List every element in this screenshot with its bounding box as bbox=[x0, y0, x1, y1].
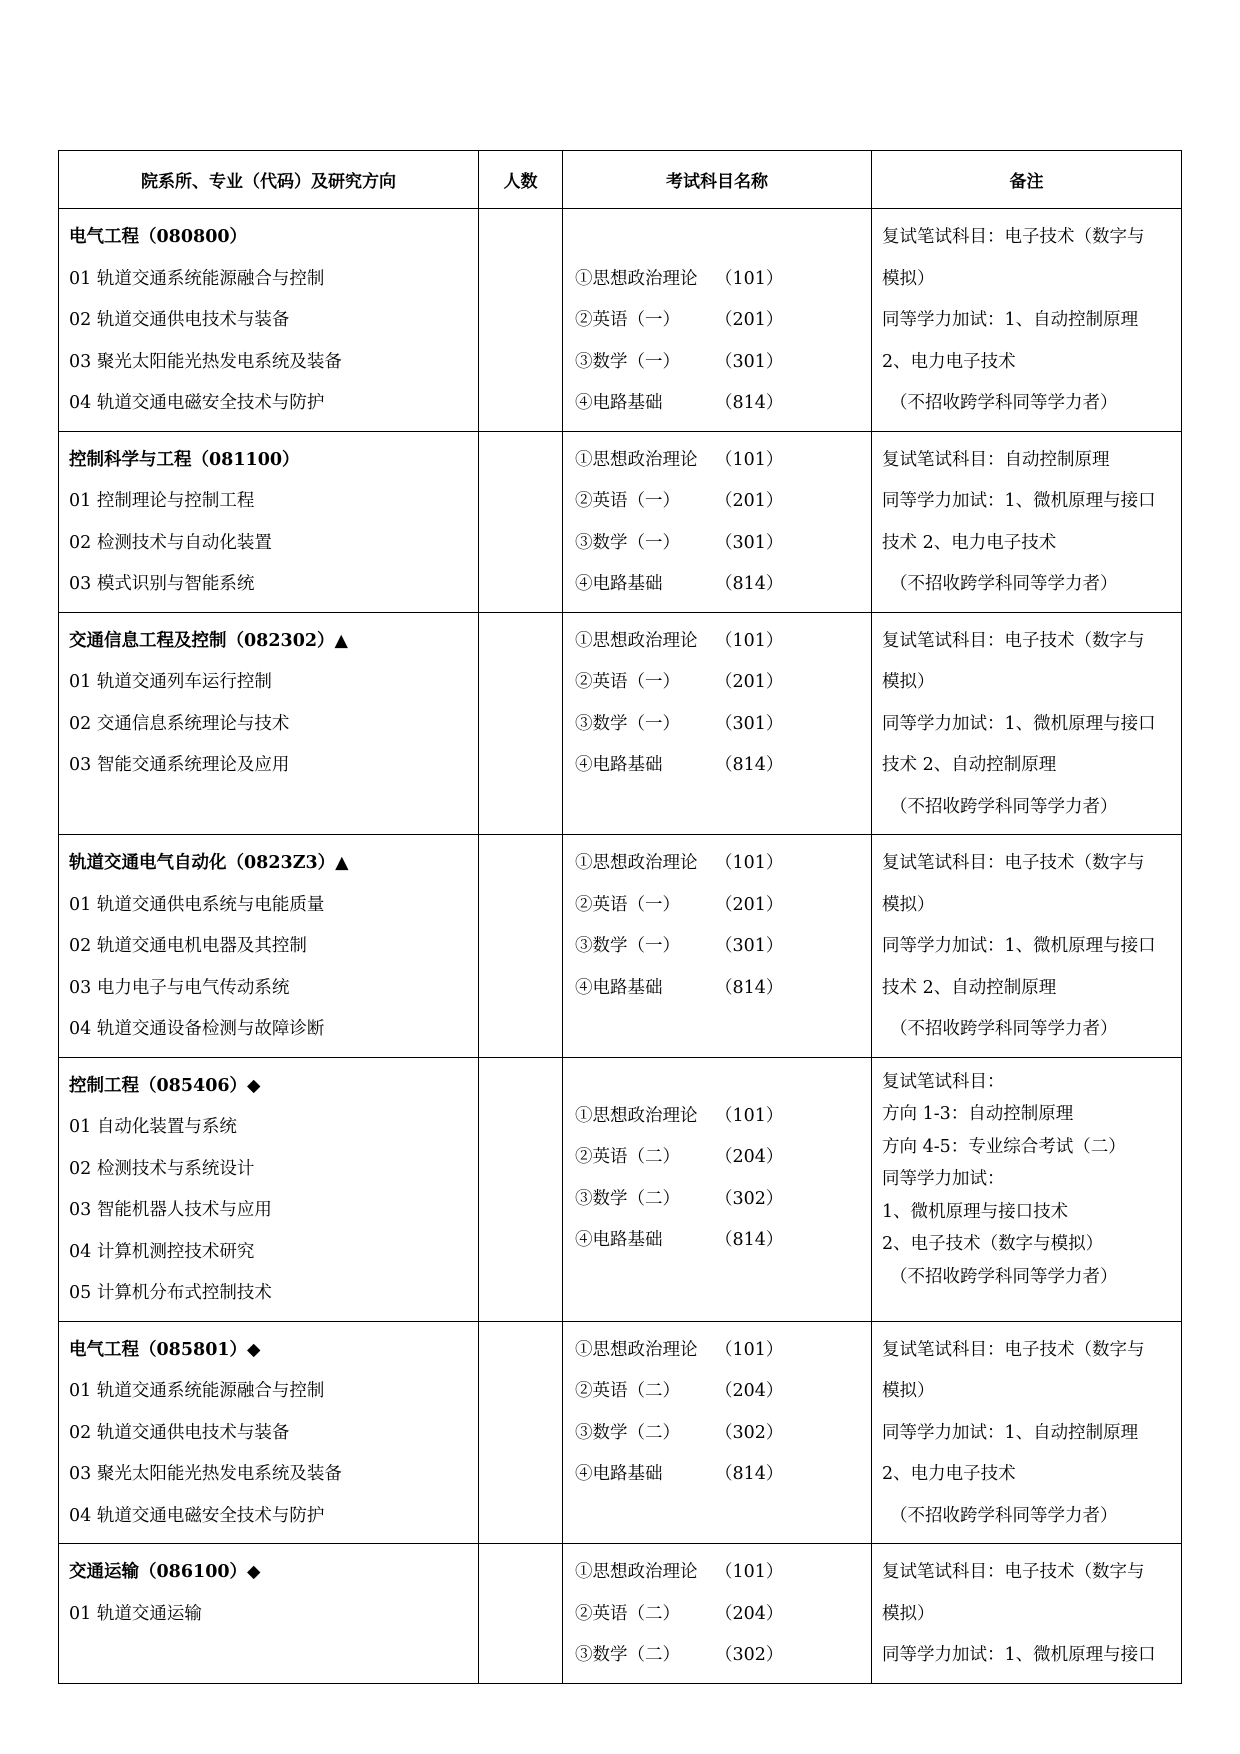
remark-cell bbox=[872, 1544, 1182, 1684]
exam-subject-code: （814） bbox=[715, 977, 784, 998]
research-direction: 02 检测技术与系统设计 bbox=[69, 1158, 255, 1179]
remark-cell bbox=[872, 209, 1182, 432]
exam-subject bbox=[575, 1413, 861, 1455]
exam-subject-name: ①思想政治理论 bbox=[575, 630, 698, 651]
research-direction: 02 轨道交通供电技术与装备 bbox=[69, 1422, 290, 1443]
exam-subject bbox=[575, 1220, 861, 1262]
remark-line: 模拟） bbox=[882, 268, 935, 289]
remark-line: 技术 2、电力电子技术 bbox=[882, 532, 1057, 553]
exam-subject bbox=[575, 481, 861, 523]
remark-cell bbox=[872, 612, 1182, 835]
exam-cell bbox=[563, 1321, 872, 1544]
header-remark: 备注 bbox=[872, 151, 1182, 209]
exam-subject-name: ④电路基础 bbox=[575, 755, 663, 775]
exam-subject-code: （301） bbox=[715, 351, 784, 372]
dept-cell bbox=[59, 835, 479, 1058]
major-title: 控制工程（085406）◆ bbox=[69, 1075, 261, 1096]
exam-subject bbox=[575, 342, 861, 384]
remark-line: 方向 1-3：自动控制原理 bbox=[882, 1104, 1074, 1124]
exam-subject-name: ①思想政治理论 bbox=[575, 449, 698, 470]
exam-subject-name: ②英语（一） bbox=[575, 491, 680, 511]
exam-subject-code: （101） bbox=[715, 449, 784, 470]
remark-line: 复试笔试科目：电子技术（数字与 bbox=[882, 853, 1145, 873]
remark-line: 技术 2、自动控制原理 bbox=[882, 755, 1057, 775]
major-title: 电气工程（080800） bbox=[69, 227, 248, 247]
exam-subject bbox=[575, 1371, 861, 1413]
remark-line: 复试笔试科目：电子技术（数字与 bbox=[882, 1339, 1145, 1360]
research-direction: 03 电力电子与电气传动系统 bbox=[69, 977, 290, 998]
remark-line: 模拟） bbox=[882, 672, 935, 692]
dept-cell bbox=[59, 1544, 479, 1684]
table-row bbox=[59, 835, 1182, 1058]
count-cell bbox=[479, 209, 563, 432]
exam-subject bbox=[575, 662, 861, 704]
exam-cell bbox=[563, 209, 872, 432]
dept-cell bbox=[59, 1057, 479, 1321]
exam-subject-code: （302） bbox=[715, 1645, 784, 1665]
research-direction: 01 轨道交通供电系统与电能质量 bbox=[69, 894, 325, 915]
remark-line: （不招收跨学科同等学力者） bbox=[890, 1266, 1118, 1287]
research-direction: 04 计算机测控技术研究 bbox=[69, 1241, 255, 1262]
exam-subject bbox=[575, 564, 861, 606]
admissions-table bbox=[58, 150, 1182, 1684]
exam-subject bbox=[575, 1594, 861, 1636]
dept-cell bbox=[59, 612, 479, 835]
remark-line: 同等学力加试：1、微机原理与接口 bbox=[882, 1645, 1156, 1665]
exam-subject-name: ③数学（一） bbox=[575, 936, 680, 956]
exam-cell bbox=[563, 431, 872, 612]
remark-line: 同等学力加试：1、自动控制原理 bbox=[882, 1422, 1139, 1443]
remark-line: 同等学力加试： bbox=[882, 1169, 1005, 1189]
exam-subject bbox=[575, 383, 861, 425]
dept-cell bbox=[59, 209, 479, 432]
exam-subject-code: （204） bbox=[715, 1603, 784, 1624]
exam-subject-code: （201） bbox=[715, 491, 784, 511]
remark-line: 同等学力加试：1、自动控制原理 bbox=[882, 310, 1139, 330]
remark-line: 技术 2、自动控制原理 bbox=[882, 977, 1057, 998]
count-cell bbox=[479, 431, 563, 612]
research-direction: 05 计算机分布式控制技术 bbox=[69, 1283, 272, 1303]
research-direction: 03 模式识别与智能系统 bbox=[69, 574, 255, 594]
exam-subject-code: （101） bbox=[715, 1562, 784, 1582]
exam-subject-code: （204） bbox=[715, 1147, 784, 1167]
exam-subject bbox=[575, 523, 861, 565]
dept-cell bbox=[59, 1321, 479, 1544]
exam-subject-code: （201） bbox=[715, 310, 784, 330]
exam-subject bbox=[575, 968, 861, 1010]
table-row bbox=[59, 612, 1182, 835]
exam-subject-name: ②英语（二） bbox=[575, 1381, 680, 1401]
exam-subject-code: （101） bbox=[715, 630, 784, 651]
exam-subject bbox=[575, 885, 861, 927]
exam-subject-code: （301） bbox=[715, 532, 784, 553]
exam-subject bbox=[575, 259, 861, 301]
exam-subject-name: ①思想政治理论 bbox=[575, 1562, 698, 1582]
research-direction: 01 轨道交通运输 bbox=[69, 1603, 202, 1624]
exam-subject bbox=[575, 621, 861, 663]
exam-subject-code: （301） bbox=[715, 713, 784, 734]
header-exam: 考试科目名称 bbox=[563, 151, 872, 209]
exam-subject bbox=[575, 1137, 861, 1179]
table-row bbox=[59, 1057, 1182, 1321]
remark-line: 复试笔试科目： bbox=[882, 1071, 1005, 1092]
remark-line: （不招收跨学科同等学力者） bbox=[890, 574, 1118, 594]
exam-subject bbox=[575, 1552, 861, 1594]
exam-subject bbox=[575, 745, 861, 787]
remark-line: 复试笔试科目：电子技术（数字与 bbox=[882, 630, 1145, 651]
remark-line: 2、电力电子技术 bbox=[882, 1464, 1016, 1484]
exam-subject bbox=[575, 300, 861, 342]
research-direction: 02 交通信息系统理论与技术 bbox=[69, 713, 290, 734]
exam-subject-code: （301） bbox=[715, 936, 784, 956]
research-direction: 02 轨道交通电机电器及其控制 bbox=[69, 936, 307, 956]
exam-subject-name: ④电路基础 bbox=[575, 1230, 663, 1250]
remark-cell bbox=[872, 1321, 1182, 1544]
remark-line: 复试笔试科目：电子技术（数字与 bbox=[882, 1562, 1145, 1582]
exam-subject-name: ①思想政治理论 bbox=[575, 1339, 698, 1360]
remark-line: 模拟） bbox=[882, 1603, 935, 1624]
major-title: 电气工程（085801）◆ bbox=[69, 1339, 261, 1360]
exam-subject-name: ④电路基础 bbox=[575, 1464, 663, 1484]
table-row bbox=[59, 431, 1182, 612]
exam-cell bbox=[563, 835, 872, 1058]
exam-subject bbox=[575, 1096, 861, 1138]
table-row bbox=[59, 1321, 1182, 1544]
exam-subject-name: ②英语（一） bbox=[575, 672, 680, 692]
research-direction: 03 智能交通系统理论及应用 bbox=[69, 755, 290, 775]
major-title: 交通信息工程及控制（082302）▲ bbox=[69, 630, 349, 651]
exam-subject-code: （101） bbox=[715, 268, 784, 289]
count-cell bbox=[479, 1321, 563, 1544]
remark-cell bbox=[872, 431, 1182, 612]
exam-subject-name: ①思想政治理论 bbox=[575, 1105, 698, 1126]
exam-subject-code: （201） bbox=[715, 672, 784, 692]
count-cell bbox=[479, 612, 563, 835]
research-direction: 04 轨道交通电磁安全技术与防护 bbox=[69, 393, 325, 413]
research-direction: 01 轨道交通列车运行控制 bbox=[69, 672, 272, 692]
remark-line: 1、微机原理与接口技术 bbox=[882, 1201, 1069, 1222]
count-cell bbox=[479, 1057, 563, 1321]
research-direction: 02 检测技术与自动化装置 bbox=[69, 532, 272, 553]
exam-subject bbox=[575, 926, 861, 968]
research-direction: 01 控制理论与控制工程 bbox=[69, 491, 255, 511]
remark-line: 2、电子技术（数字与模拟） bbox=[882, 1234, 1104, 1254]
remark-line: 同等学力加试：1、微机原理与接口 bbox=[882, 713, 1156, 734]
remark-line: （不招收跨学科同等学力者） bbox=[890, 1019, 1118, 1039]
exam-subject bbox=[575, 1330, 861, 1372]
remark-line: 2、电力电子技术 bbox=[882, 351, 1016, 372]
major-title: 控制科学与工程（081100） bbox=[69, 449, 300, 470]
remark-cell bbox=[872, 835, 1182, 1058]
remark-line: 复试笔试科目：自动控制原理 bbox=[882, 449, 1110, 470]
major-title: 轨道交通电气自动化（0823Z3）▲ bbox=[69, 853, 349, 873]
exam-subject-name: ③数学（一） bbox=[575, 532, 680, 553]
table-row bbox=[59, 1544, 1182, 1684]
remark-line: 模拟） bbox=[882, 894, 935, 915]
header-dept: 院系所、专业（代码）及研究方向 bbox=[59, 151, 479, 209]
remark-cell bbox=[872, 1057, 1182, 1321]
header-row bbox=[59, 151, 1182, 209]
exam-subject-name: ③数学（二） bbox=[575, 1422, 680, 1443]
research-direction: 03 智能机器人技术与应用 bbox=[69, 1200, 272, 1220]
research-direction: 01 自动化装置与系统 bbox=[69, 1117, 237, 1137]
exam-subject-code: （204） bbox=[715, 1381, 784, 1401]
exam-subject-name: ②英语（二） bbox=[575, 1603, 680, 1624]
research-direction: 03 聚光太阳能光热发电系统及装备 bbox=[69, 351, 342, 372]
exam-subject bbox=[575, 1179, 861, 1221]
exam-subject-name: ③数学（二） bbox=[575, 1188, 680, 1209]
exam-subject-name: ②英语（一） bbox=[575, 894, 680, 915]
exam-subject-code: （814） bbox=[715, 574, 784, 594]
remark-line: （不招收跨学科同等学力者） bbox=[890, 796, 1118, 817]
exam-subject-name: ②英语（二） bbox=[575, 1147, 680, 1167]
dept-cell bbox=[59, 431, 479, 612]
exam-subject-code: （101） bbox=[715, 1105, 784, 1126]
remark-line: 方向 4-5：专业综合考试（二） bbox=[882, 1136, 1126, 1157]
exam-subject bbox=[575, 843, 861, 885]
count-cell bbox=[479, 835, 563, 1058]
table-row bbox=[59, 209, 1182, 432]
exam-subject-code: （302） bbox=[715, 1422, 784, 1443]
exam-subject-code: （101） bbox=[715, 853, 784, 873]
major-title: 交通运输（086100）◆ bbox=[69, 1562, 261, 1582]
research-direction: 01 轨道交通系统能源融合与控制 bbox=[69, 268, 325, 289]
exam-cell bbox=[563, 1544, 872, 1684]
exam-subject-name: ④电路基础 bbox=[575, 574, 663, 594]
exam-subject-code: （302） bbox=[715, 1188, 784, 1209]
header-count: 人数 bbox=[479, 151, 563, 209]
remark-line: （不招收跨学科同等学力者） bbox=[890, 393, 1118, 413]
remark-line: 复试笔试科目：电子技术（数字与 bbox=[882, 227, 1145, 247]
count-cell bbox=[479, 1544, 563, 1684]
exam-subject bbox=[575, 704, 861, 746]
research-direction: 04 轨道交通设备检测与故障诊断 bbox=[69, 1019, 325, 1039]
exam-subject-code: （201） bbox=[715, 894, 784, 915]
research-direction: 04 轨道交通电磁安全技术与防护 bbox=[69, 1505, 325, 1526]
exam-subject bbox=[575, 1454, 861, 1496]
exam-cell bbox=[563, 1057, 872, 1321]
research-direction: 01 轨道交通系统能源融合与控制 bbox=[69, 1381, 325, 1401]
exam-subject-name: ①思想政治理论 bbox=[575, 853, 698, 873]
exam-subject-name: ②英语（一） bbox=[575, 310, 680, 330]
exam-subject-name: ③数学（二） bbox=[575, 1645, 680, 1665]
exam-subject-name: ③数学（一） bbox=[575, 351, 680, 372]
exam-subject-code: （101） bbox=[715, 1339, 784, 1360]
exam-subject-name: ①思想政治理论 bbox=[575, 268, 698, 289]
exam-subject bbox=[575, 1635, 861, 1677]
exam-subject-code: （814） bbox=[715, 1230, 784, 1250]
exam-subject-name: ④电路基础 bbox=[575, 393, 663, 413]
research-direction: 02 轨道交通供电技术与装备 bbox=[69, 310, 290, 330]
remark-line: 模拟） bbox=[882, 1381, 935, 1401]
research-direction: 03 聚光太阳能光热发电系统及装备 bbox=[69, 1464, 342, 1484]
exam-cell bbox=[563, 612, 872, 835]
exam-subject-name: ④电路基础 bbox=[575, 977, 663, 998]
exam-subject-code: （814） bbox=[715, 755, 784, 775]
remark-line: 同等学力加试：1、微机原理与接口 bbox=[882, 491, 1156, 511]
exam-subject-code: （814） bbox=[715, 393, 784, 413]
exam-subject-code: （814） bbox=[715, 1464, 784, 1484]
exam-subject-name: ③数学（一） bbox=[575, 713, 680, 734]
remark-line: 同等学力加试：1、微机原理与接口 bbox=[882, 936, 1156, 956]
remark-line: （不招收跨学科同等学力者） bbox=[890, 1505, 1118, 1526]
exam-subject bbox=[575, 440, 861, 482]
